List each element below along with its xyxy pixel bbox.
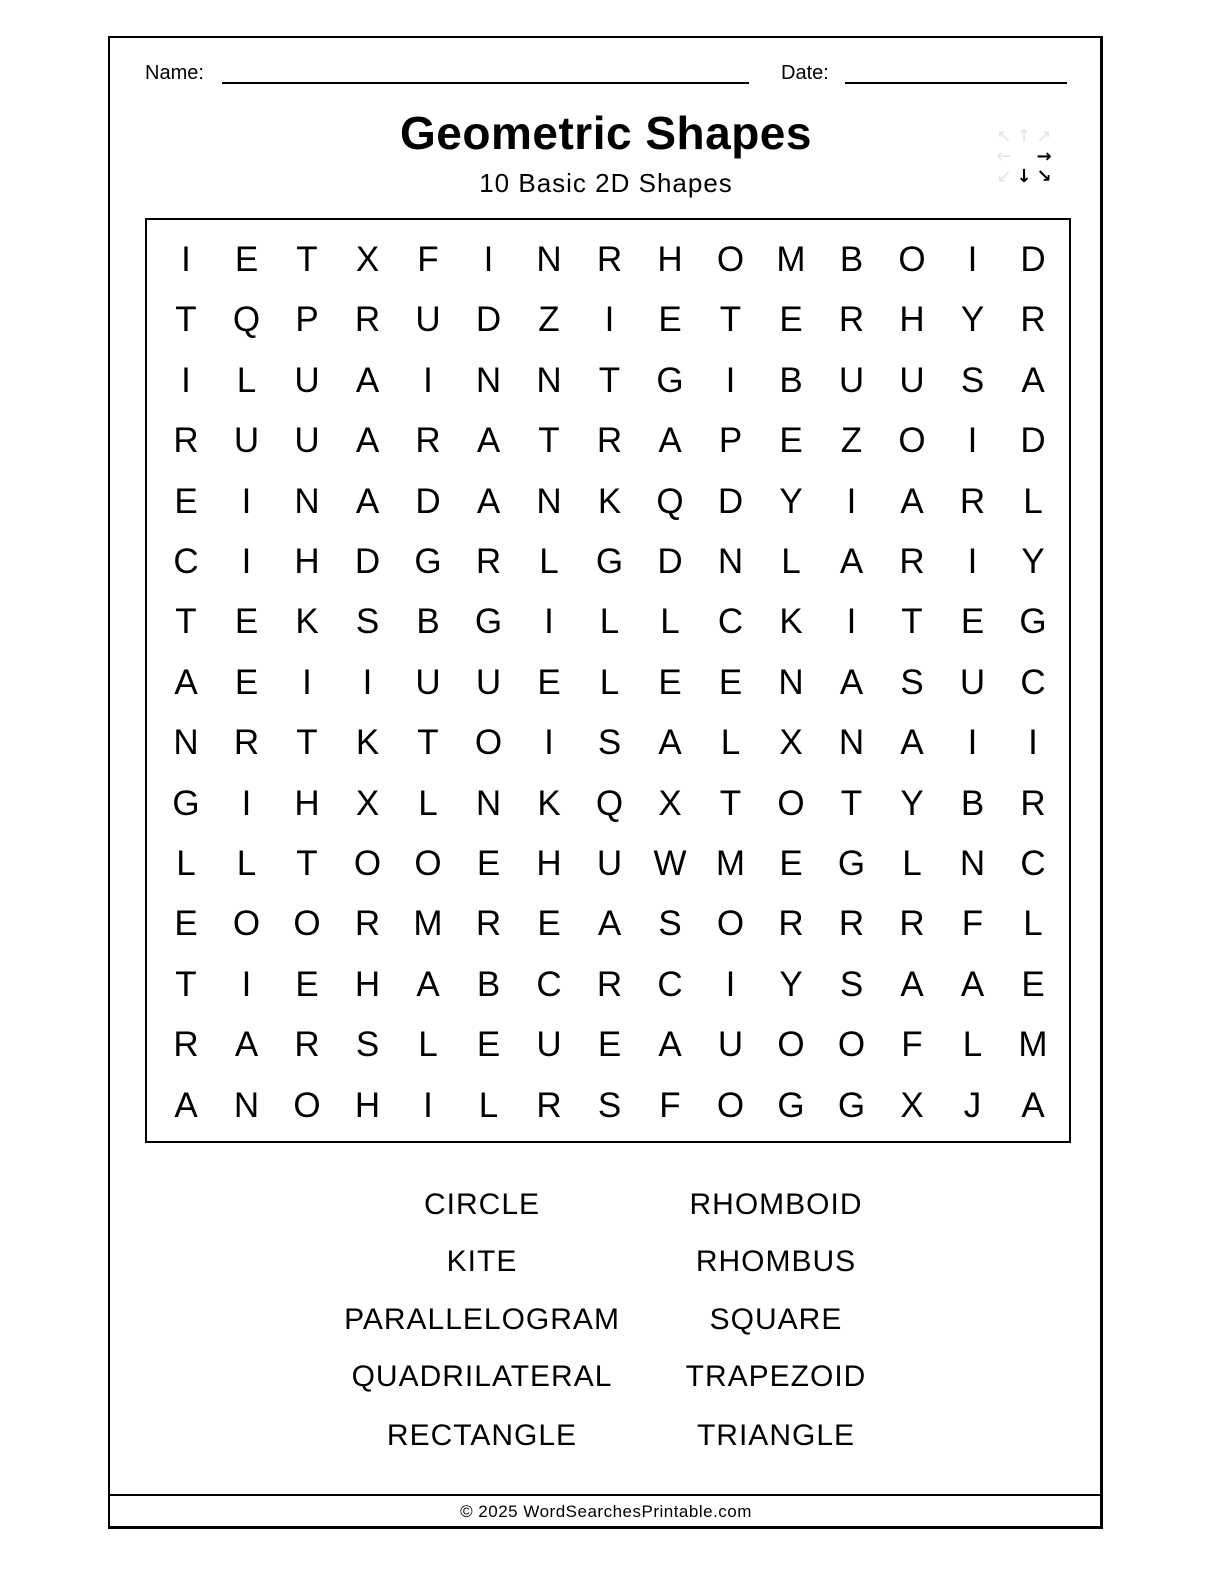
grid-letter[interactable]: C [536,964,562,1004]
grid-letter[interactable]: A [174,1085,198,1125]
grid-letter[interactable]: O [293,1085,321,1125]
grid-letter[interactable]: L [539,542,559,581]
grid-letter[interactable]: N [536,240,562,279]
grid-letter[interactable]: T [417,723,439,763]
grid-letter[interactable]: C [1020,662,1046,702]
grid-letter[interactable]: O [837,1025,866,1065]
grid-letter[interactable]: U [294,421,320,461]
grid-letter[interactable]: U [899,360,925,400]
grid-letter[interactable]: L [902,844,922,883]
grid-letter[interactable]: D [475,300,502,340]
page-title: Geometric Shapes [400,107,812,159]
grid-letter[interactable]: M [776,240,806,279]
grid-letter[interactable]: A [900,723,924,763]
grid-letter[interactable]: Y [779,481,803,521]
grid-letter[interactable]: X [900,1085,924,1125]
grid-letter[interactable]: T [719,783,742,823]
grid-letter[interactable]: P [718,421,743,461]
grid-letter[interactable]: R [475,904,502,944]
grid-letter[interactable]: N [838,723,865,763]
grid-letter[interactable]: U [415,662,441,702]
grid-letter[interactable]: L [781,542,801,581]
grid-letter[interactable]: L [478,1085,499,1125]
grid-letter[interactable]: I [967,240,978,279]
grid-letter[interactable]: J [963,1085,982,1125]
grid-letter[interactable]: T [175,602,197,642]
grid-letter[interactable]: K [779,602,803,642]
grid-letter[interactable]: I [362,662,373,702]
grid-letter[interactable]: T [296,844,318,883]
grid-letter[interactable]: A [900,964,924,1004]
grid-letter[interactable]: S [658,904,682,944]
grid-letter[interactable]: E [597,1025,622,1065]
grid-letter[interactable]: O [898,240,926,279]
grid-letter[interactable]: I [725,360,736,400]
grid-letter[interactable]: R [1020,300,1046,340]
word-list-item: SQUARE [709,1303,843,1336]
grid-letter[interactable]: E [174,904,198,944]
grid-letter[interactable]: I [181,360,191,400]
grid-letter[interactable]: B [779,360,803,400]
grid-letter[interactable]: U [959,662,986,702]
grid-letter[interactable]: E [718,662,743,702]
grid-letter[interactable]: N [173,723,199,763]
grid-letter[interactable]: R [899,904,925,944]
grid-letter[interactable]: A [658,723,682,763]
grid-letter[interactable]: T [840,783,863,823]
grid-letter[interactable]: L [720,723,741,763]
grid-letter[interactable]: Y [1021,542,1045,581]
grid-letter[interactable]: A [658,421,682,461]
arrow-right-icon: → [1036,146,1052,167]
grid-letter[interactable]: T [175,964,197,1004]
arrow-up-icon: ↑ [1016,126,1032,147]
grid-letter[interactable]: M [1018,1025,1048,1065]
grid-letter[interactable]: F [901,1025,923,1065]
grid-letter[interactable]: U [233,421,260,461]
grid-letter[interactable]: Y [960,300,985,340]
grid-letter[interactable]: A [234,1025,259,1065]
grid-letter[interactable]: A [960,964,985,1004]
grid-letter[interactable]: R [173,421,199,461]
grid-letter[interactable]: E [1021,964,1045,1004]
grid-letter[interactable]: G [595,542,624,581]
grid-letter[interactable]: L [418,783,438,823]
grid-letter[interactable]: R [838,904,865,944]
grid-letter[interactable]: K [355,723,380,763]
grid-letter[interactable]: R [294,1025,320,1065]
grid-letter[interactable]: I [846,481,857,521]
word-list-item: RECTANGLE [386,1419,578,1452]
grid-letter[interactable]: S [355,1025,380,1065]
grid-letter[interactable]: I [483,240,494,279]
word-list-item: TRIANGLE [696,1419,856,1452]
grid-letter[interactable]: A [1021,1085,1045,1125]
grid-letter[interactable]: A [597,904,622,944]
grid-letter[interactable]: L [176,844,196,883]
arrow-down-right-icon: ↘ [1036,166,1052,187]
grid-letter[interactable]: I [241,481,252,521]
grid-letter[interactable]: U [294,360,320,400]
grid-letter[interactable]: N [233,1085,260,1125]
grid-letter[interactable]: E [658,662,682,702]
grid-letter[interactable]: I [967,421,978,461]
grid-letter[interactable]: R [354,904,381,944]
grid-letter[interactable]: T [175,300,197,340]
grid-letter[interactable]: N [536,481,562,521]
name-field[interactable] [222,82,749,84]
grid-letter[interactable]: S [355,602,380,642]
grid-letter[interactable]: A [355,421,380,461]
grid-letter[interactable]: E [537,904,561,944]
grid-letter[interactable]: X [355,783,380,823]
grid-letter[interactable]: G [172,783,200,823]
grid-letter[interactable]: L [418,1025,438,1065]
grid-letter[interactable]: E [779,421,803,461]
grid-letter[interactable]: G [837,844,866,883]
grid-letter[interactable]: A [476,421,501,461]
grid-letter[interactable]: N [475,360,502,400]
arrow-up-right-icon: ↗ [1036,126,1052,147]
grid-letter[interactable]: R [596,240,623,279]
grid-letter[interactable]: L [660,602,680,642]
grid-letter[interactable]: A [900,481,924,521]
word-list-item: RHOMBUS [695,1245,857,1278]
grid-letter[interactable]: I [846,602,857,642]
grid-letter[interactable]: E [234,662,259,702]
grid-letter[interactable]: T [296,723,318,763]
grid-letter[interactable]: L [599,602,620,642]
grid-letter[interactable]: D [415,481,441,521]
grid-letter[interactable]: R [596,964,623,1004]
grid-letter[interactable]: Z [840,421,863,461]
grid-letter[interactable]: I [302,662,312,702]
directions-icon [994,127,1054,187]
grid-letter[interactable]: H [536,844,562,883]
grid-letter[interactable]: O [716,240,745,279]
grid-letter[interactable]: X [658,783,682,823]
grid-letter[interactable]: N [717,542,744,581]
grid-letter[interactable]: B [839,240,864,279]
grid-letter[interactable]: E [295,964,319,1004]
grid-letter[interactable]: L [599,662,620,702]
grid-letter[interactable]: Q [595,783,624,823]
word-list-item: TRAPEZOID [685,1360,867,1393]
grid-letter[interactable]: E [476,1025,501,1065]
grid-letter[interactable]: T [538,421,560,461]
grid-letter[interactable]: M [715,844,746,883]
grid-letter[interactable]: I [181,240,191,279]
grid-letter[interactable]: E [174,481,198,521]
grid-letter[interactable]: T [719,300,742,340]
grid-letter[interactable]: E [779,300,803,340]
grid-letter[interactable]: O [777,783,805,823]
grid-letter[interactable]: K [295,602,319,642]
letter-grid [145,218,1071,1143]
grid-letter[interactable]: R [415,421,441,461]
grid-letter[interactable]: H [354,1085,381,1125]
grid-letter[interactable]: C [717,602,744,642]
footer-copyright: © 2025 WordSearchesPrintable.com [460,1502,752,1521]
grid-letter[interactable]: C [657,964,683,1004]
grid-letter[interactable]: H [657,240,683,279]
grid-letter[interactable]: O [414,844,442,883]
grid-letter[interactable]: A [839,542,864,581]
grid-letter[interactable]: R [778,904,804,944]
grid-letter[interactable]: I [241,964,252,1004]
grid-letter[interactable]: D [1020,240,1046,279]
grid-letter[interactable]: M [413,904,443,944]
grid-letter[interactable]: R [536,1085,562,1125]
grid-letter[interactable]: N [959,844,986,883]
grid-letter[interactable]: A [355,360,380,400]
grid-letter[interactable]: B [960,783,985,823]
word-list-item: CIRCLE [423,1188,541,1221]
grid-letter[interactable]: U [536,1025,562,1065]
grid-letter[interactable]: R [596,421,623,461]
grid-letter[interactable]: I [1028,723,1038,763]
grid-letter[interactable]: Q [656,481,684,521]
grid-letter[interactable]: Y [779,964,803,1004]
grid-letter[interactable]: S [839,964,864,1004]
grid-letter[interactable]: T [901,602,923,642]
grid-letter[interactable]: N [778,662,804,702]
grid-letter[interactable]: S [960,360,985,400]
page-subtitle: 10 Basic 2D Shapes [479,168,733,198]
grid-letter[interactable]: I [241,542,252,581]
grid-letter[interactable]: O [716,1085,745,1125]
grid-letter[interactable]: Z [538,300,560,340]
grid-letter[interactable]: L [236,844,257,883]
grid-letter[interactable]: A [416,964,440,1004]
grid-letter[interactable]: I [423,360,433,400]
grid-letter[interactable]: R [475,542,502,581]
grid-letter[interactable]: R [959,481,986,521]
grid-letter[interactable]: G [414,542,442,581]
grid-letter[interactable]: F [659,1085,681,1125]
grid-letter[interactable]: L [1023,481,1043,521]
word-list-item: PARALLELOGRAM [344,1303,620,1336]
arrow-left-icon: ← [996,146,1012,167]
word-list-item: KITE [446,1245,518,1278]
grid-letter[interactable]: B [416,602,440,642]
grid-letter[interactable]: N [536,360,562,400]
grid-letter[interactable]: X [779,723,803,763]
grid-letter[interactable]: G [656,360,684,400]
footer-divider [110,1494,1102,1496]
grid-letter[interactable]: E [537,662,561,702]
grid-letter[interactable]: I [544,602,554,642]
grid-letter[interactable]: K [597,481,622,521]
grid-letter[interactable]: N [294,481,320,521]
grid-letter[interactable]: R [233,723,260,763]
grid-letter[interactable]: T [296,240,318,279]
grid-letter[interactable]: U [475,662,502,702]
grid-letter[interactable]: H [899,300,925,340]
word-list-item: QUADRILATERAL [351,1360,613,1393]
grid-letter[interactable]: I [725,964,736,1004]
grid-letter[interactable]: I [423,1085,433,1125]
grid-letter[interactable]: R [838,300,865,340]
grid-letter[interactable]: H [354,964,381,1004]
grid-letter[interactable]: K [537,783,561,823]
grid-letter[interactable]: E [476,844,501,883]
grid-letter[interactable]: D [717,481,744,521]
word-list-item: RHOMBOID [689,1188,863,1221]
grid-letter[interactable]: G [777,1085,805,1125]
grid-letter[interactable]: Y [900,783,924,823]
grid-letter[interactable]: I [967,542,978,581]
grid-letter[interactable]: I [604,300,615,340]
grid-letter[interactable]: R [899,542,925,581]
grid-letter[interactable]: S [597,723,622,763]
grid-letter[interactable]: I [544,723,554,763]
grid-letter[interactable]: R [173,1025,199,1065]
grid-letter[interactable]: A [174,662,198,702]
grid-letter[interactable]: C [173,542,199,581]
grid-letter[interactable]: L [1023,904,1043,944]
grid-letter[interactable]: O [474,723,503,763]
grid-letter[interactable]: A [658,1025,682,1065]
grid-letter[interactable]: G [1019,602,1047,642]
grid-letter[interactable]: T [598,360,621,400]
grid-letter[interactable]: D [657,542,683,581]
grid-letter[interactable]: E [234,240,259,279]
grid-letter[interactable]: O [716,904,745,944]
grid-letter[interactable]: L [962,1025,983,1065]
grid-letter[interactable]: W [653,844,687,883]
grid-letter[interactable]: U [596,844,623,883]
grid-letter[interactable]: S [900,662,924,702]
arrow-down-left-icon: ↙ [996,166,1012,187]
grid-letter[interactable]: L [236,360,257,400]
grid-letter[interactable]: H [294,542,320,581]
grid-letter[interactable]: E [234,602,259,642]
grid-letter[interactable]: E [960,602,985,642]
grid-letter[interactable]: E [779,844,803,883]
grid-letter[interactable]: A [355,481,380,521]
arrow-down-icon: ↓ [1016,166,1032,187]
grid-letter[interactable]: R [1020,783,1046,823]
grid-letter[interactable]: X [355,240,380,279]
date-field[interactable] [845,82,1067,84]
date-label: Date: [781,62,829,84]
grid-letter[interactable]: E [658,300,682,340]
grid-letter[interactable]: Q [232,300,261,340]
grid-letter[interactable]: B [476,964,501,1004]
grid-letter[interactable]: O [898,421,926,461]
grid-letter[interactable]: U [717,1025,744,1065]
grid-letter[interactable]: G [474,602,503,642]
grid-letter[interactable]: A [839,662,864,702]
grid-letter[interactable]: R [354,300,381,340]
grid-letter[interactable]: S [597,1085,622,1125]
grid-letter[interactable]: D [1020,421,1046,461]
arrow-center-icon [1014,147,1034,167]
grid-letter[interactable]: O [353,844,382,883]
grid-letter[interactable]: A [1021,360,1045,400]
grid-letter[interactable]: I [241,783,252,823]
grid-letter[interactable]: A [476,481,501,521]
grid-letter[interactable]: P [295,300,319,340]
name-label: Name: [145,62,204,84]
grid-letter[interactable]: F [961,904,984,944]
grid-letter[interactable]: H [294,783,320,823]
grid-letter[interactable]: O [232,904,261,944]
grid-letter[interactable]: O [777,1025,805,1065]
grid-letter[interactable]: U [415,300,441,340]
grid-letter[interactable]: D [354,542,381,581]
grid-letter[interactable]: F [417,240,439,279]
arrow-up-left-icon: ↖ [996,126,1012,147]
grid-letter[interactable]: N [475,783,502,823]
grid-letter[interactable]: I [967,723,978,763]
grid-letter[interactable]: U [838,360,865,400]
grid-letter[interactable]: O [293,904,321,944]
grid-letter[interactable]: C [1020,844,1046,883]
grid-letter[interactable]: G [837,1085,866,1125]
